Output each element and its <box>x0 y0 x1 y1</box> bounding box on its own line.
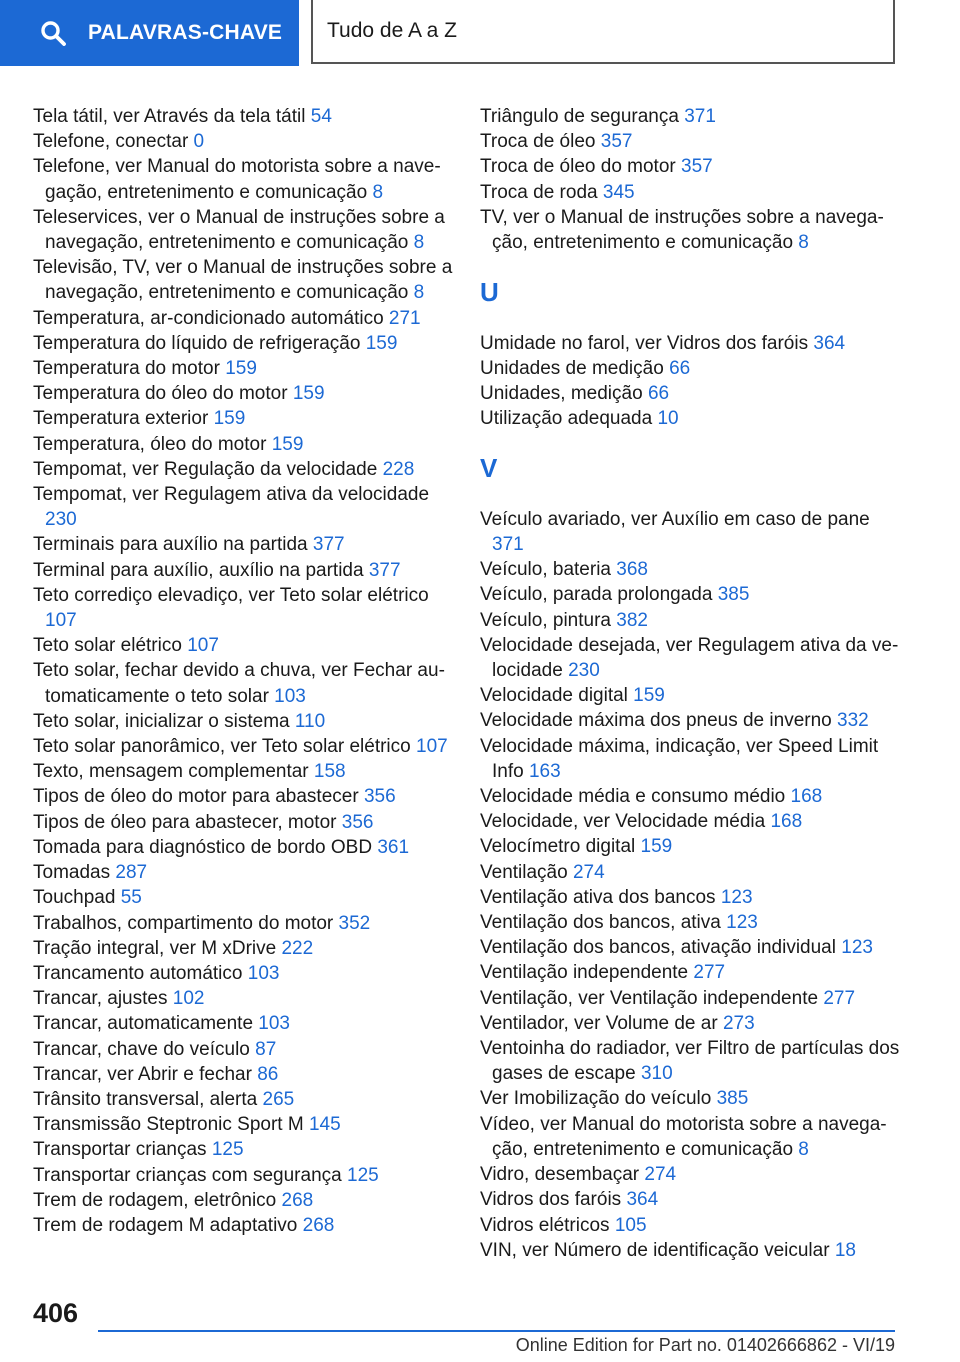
index-entry <box>480 683 900 708</box>
index-entry <box>480 104 900 129</box>
index-entry <box>33 860 453 885</box>
index-page-link[interactable]: 228 <box>382 458 415 480</box>
index-page-link[interactable]: 123 <box>720 886 753 908</box>
index-entry-text: Trânsito transversal, alerta <box>33 1088 258 1110</box>
index-entry-text: Temperatura, ar-condicionado automático <box>33 307 384 329</box>
index-entry <box>33 1087 453 1112</box>
index-entry-text: Ventilação dos bancos, ativa <box>480 912 721 934</box>
index-entry-text: Ventilação dos bancos, ativação individual <box>480 937 836 959</box>
index-page-link[interactable]: 18 <box>834 1239 856 1261</box>
index-entry <box>480 734 900 784</box>
index-page-link[interactable]: 382 <box>616 609 648 631</box>
index-entry-text: VIN, ver Número de identificação veicular <box>480 1239 830 1261</box>
index-page-link[interactable]: 287 <box>115 862 148 884</box>
index-page-link[interactable]: 123 <box>841 937 873 959</box>
index-page-link[interactable]: 54 <box>310 106 332 127</box>
index-entry <box>480 154 900 179</box>
index-page-link[interactable]: 168 <box>770 811 803 833</box>
index-entry-text: Trem de rodagem M adaptativo <box>33 1214 298 1236</box>
index-page-link[interactable]: 357 <box>600 131 633 153</box>
index-entry <box>33 406 453 431</box>
index-page-link[interactable]: 86 <box>257 1063 279 1085</box>
index-page-link[interactable]: 345 <box>602 181 635 203</box>
index-page-link[interactable]: 158 <box>313 761 346 783</box>
index-page-link[interactable]: 159 <box>213 408 246 430</box>
index-page-link[interactable]: 159 <box>640 836 673 858</box>
index-entry <box>33 1137 453 1162</box>
index-entry-text: Troca de óleo <box>480 131 596 153</box>
index-entry <box>480 809 900 834</box>
index-entry <box>480 1036 900 1086</box>
index-page-link[interactable]: 352 <box>338 912 371 934</box>
index-page-link[interactable]: 107 <box>187 635 219 657</box>
index-entry <box>480 910 900 935</box>
index-page-link[interactable]: 10 <box>657 408 679 430</box>
page-number: 406 <box>33 1298 79 1328</box>
index-page-link[interactable]: 168 <box>790 786 823 808</box>
index-entry <box>480 608 900 633</box>
index-page-link[interactable]: 159 <box>633 685 665 707</box>
index-entry-text: Transportar crianças <box>33 1139 207 1161</box>
index-entry-text: Veículo avariado, ver Auxílio em caso de pane <box>480 508 870 530</box>
index-page-link[interactable]: 103 <box>247 962 280 984</box>
index-entry-text: Tração integral, ver M xDrive <box>33 937 277 959</box>
index-entry-text: Transmissão Steptronic Sport M <box>33 1114 304 1136</box>
index-entry-text: Tempomat, ver Regulação da velocidade <box>33 458 378 480</box>
index-entry <box>33 154 453 204</box>
index-page-link[interactable]: 371 <box>684 106 716 127</box>
index-entry <box>480 860 900 885</box>
index-entry-text: Tomadas <box>33 862 111 884</box>
index-entry-text: Troca de roda <box>480 181 598 203</box>
index-page-link[interactable]: 8 <box>413 282 425 304</box>
index-page-link[interactable]: 66 <box>647 383 670 405</box>
index-page-link[interactable]: 159 <box>365 332 398 354</box>
index-column-left <box>33 104 453 1238</box>
index-entry <box>33 129 453 154</box>
index-entry <box>33 709 453 734</box>
index-page-link[interactable]: 368 <box>616 559 648 581</box>
index-page-link[interactable]: 8 <box>372 181 384 203</box>
index-entry-text: Ver Imobilização do veículo <box>480 1088 712 1110</box>
index-page-link[interactable]: 377 <box>312 534 345 556</box>
index-entry-text: Veículo, parada prolongada <box>480 584 713 606</box>
index-page-link[interactable]: 332 <box>837 710 869 732</box>
keywords-label: PALAVRAS-CHAVE <box>88 21 283 44</box>
index-entry-text: Tomada para diagnóstico de bordo OBD <box>33 836 373 858</box>
index-entry <box>480 1187 900 1212</box>
index-entry-text: Velocidade máxima, indicação, ver Speed Limit Info <box>480 735 879 782</box>
index-page-link[interactable]: 222 <box>281 937 314 959</box>
index-entry-text: Teto corrediço elevadiço, ver Teto solar elétrico <box>33 584 429 606</box>
index-page-link[interactable]: 163 <box>528 760 561 782</box>
index-entry <box>33 1213 453 1238</box>
index-entry <box>480 205 900 255</box>
index-entry-text: TV, ver o Manual de instruções sobre a navegação, entretenimento e comunicação <box>480 206 884 254</box>
index-entry-text: Trancar, ver Abrir e fechar <box>33 1063 252 1085</box>
index-entry <box>33 734 453 759</box>
index-entry-text: Teto solar panorâmico, ver Teto solar elétrico <box>33 736 411 758</box>
search-icon <box>40 20 66 46</box>
index-entry-text: Tela tátil, ver Através da tela tátil <box>33 106 306 127</box>
index-entry-text: Trancar, ajustes <box>33 988 168 1010</box>
index-page-link[interactable]: 145 <box>308 1114 341 1136</box>
index-entry <box>480 1162 900 1187</box>
index-entry-text: Ventoinha do radiador, ver Filtro de partículas dos gases de escape <box>480 1038 900 1085</box>
index-page-link[interactable]: 103 <box>274 685 306 707</box>
index-entry <box>33 633 453 658</box>
index-entry-text: Transportar crianças com segurança <box>33 1164 342 1186</box>
index-letter-heading: V <box>480 453 498 484</box>
index-entry-text: Trancamento automático <box>33 962 243 984</box>
index-entry <box>33 810 453 835</box>
a-to-z-label: Tudo de A a Z <box>327 19 457 42</box>
index-page-link[interactable]: 159 <box>225 358 257 380</box>
index-entry-text: Telefone, ver Manual do motorista sobre a navegação, entretenimento e comunicação <box>33 156 441 203</box>
index-page-link[interactable]: 356 <box>341 811 374 833</box>
index-entry-text: Televisão, TV, ver o Manual de instruções sobre a navegação, entretenimento e comunicação <box>33 257 453 304</box>
index-page-link[interactable]: 364 <box>626 1189 659 1211</box>
index-page-link[interactable]: 125 <box>347 1164 379 1186</box>
index-entry-text: Trancar, automaticamente <box>33 1013 254 1035</box>
index-entry <box>480 834 900 859</box>
index-page-link[interactable]: 8 <box>413 232 425 254</box>
index-entry-text: Veículo, pintura <box>480 609 611 631</box>
index-page-link[interactable]: 274 <box>572 861 605 883</box>
index-entry <box>33 961 453 986</box>
index-entry <box>480 331 900 356</box>
index-entry <box>33 583 453 633</box>
index-entry-text: Ventilação <box>480 861 568 883</box>
index-page-link[interactable]: 273 <box>722 1012 755 1034</box>
index-entry <box>480 1086 900 1111</box>
index-page-link[interactable]: 274 <box>644 1164 677 1186</box>
index-entry <box>480 633 900 683</box>
index-entry-text: Terminal para auxílio, auxílio na partida <box>33 559 364 581</box>
index-entry-text: Touchpad <box>33 887 116 909</box>
index-entry-text: Velocidade desejada, ver Regulagem ativa da velocidade <box>480 634 899 682</box>
index-page-link[interactable]: 356 <box>363 786 396 808</box>
index-entry-text: Velocidade digital <box>480 685 628 707</box>
a-to-z-tab[interactable] <box>311 0 895 64</box>
index-page-link[interactable]: 357 <box>681 156 713 178</box>
index-entry <box>33 885 453 910</box>
index-entry-text: Ventilação ativa dos bancos <box>480 886 716 908</box>
index-entry <box>33 255 453 305</box>
index-page-link[interactable]: 125 <box>211 1139 244 1161</box>
index-page-link[interactable]: 265 <box>262 1088 295 1110</box>
index-entry <box>33 1188 453 1213</box>
index-page-link[interactable]: 361 <box>377 836 410 858</box>
index-entry <box>33 432 453 457</box>
index-entry <box>480 356 900 381</box>
index-entry <box>480 960 900 985</box>
index-entry-text: Unidades de medição <box>480 357 664 379</box>
index-page-link[interactable]: 55 <box>120 887 142 909</box>
index-entry-text: Telefone, conectar <box>33 131 194 153</box>
index-entry <box>480 1213 900 1238</box>
index-entry-text: Veículo, bateria <box>480 559 611 581</box>
index-entry <box>480 935 900 960</box>
footer-divider <box>98 1330 895 1332</box>
index-page-link[interactable]: 159 <box>292 383 325 405</box>
index-entry-text: Teto solar, fechar devido a chuva, ver Fechar automaticamente o teto solar <box>33 660 445 707</box>
index-page-link[interactable]: 230 <box>568 660 600 682</box>
index-entry-text: Trancar, chave do veículo <box>33 1038 250 1060</box>
index-entry <box>33 482 453 532</box>
index-entry <box>33 104 453 129</box>
index-entry <box>480 784 900 809</box>
index-entry-text: Vidros dos faróis <box>480 1189 622 1211</box>
index-entry <box>480 180 900 205</box>
index-entry <box>480 885 900 910</box>
index-entry-text: Velocidade média e consumo médio <box>480 786 786 808</box>
index-page-link[interactable]: 310 <box>640 1063 673 1085</box>
index-entry <box>33 658 453 708</box>
index-entry-text: Temperatura exterior <box>33 408 209 430</box>
index-entry <box>480 582 900 607</box>
index-page-link[interactable]: 271 <box>388 307 421 329</box>
index-page-link[interactable]: 105 <box>614 1214 647 1236</box>
index-entry <box>33 306 453 331</box>
keywords-button[interactable] <box>0 0 299 66</box>
index-entry-text: Unidades, medição <box>480 383 643 405</box>
index-page-link[interactable]: 107 <box>416 736 448 758</box>
index-entry-text: Trem de rodagem, eletrônico <box>33 1189 277 1211</box>
index-entry <box>480 507 900 557</box>
index-entry <box>33 457 453 482</box>
index-entry-text: Velocidade, ver Velocidade média <box>480 811 766 833</box>
index-page-link[interactable]: 371 <box>492 534 524 556</box>
index-entry <box>480 381 900 406</box>
index-entry <box>33 759 453 784</box>
footer-edition: Online Edition for Part no. 01402666862 - VI/19 <box>515 1335 895 1355</box>
index-page-link[interactable]: 268 <box>281 1189 314 1211</box>
index-entry-text: Velocidade máxima dos pneus de inverno <box>480 710 832 732</box>
index-entry <box>480 1238 900 1263</box>
index-entry <box>33 381 453 406</box>
index-entry-text: Terminais para auxílio na partida <box>33 534 308 556</box>
index-entry-text: Triângulo de segurança <box>480 106 679 127</box>
index-entry-text: Temperatura do líquido de refrigeração <box>33 332 361 354</box>
index-entry <box>480 406 900 431</box>
index-entry-text: Velocímetro digital <box>480 836 636 858</box>
index-entry-text: Ventilação independente <box>480 962 689 984</box>
index-entry <box>33 835 453 860</box>
index-entry-text: Ventilador, ver Volume de ar <box>480 1012 718 1034</box>
index-page-link[interactable]: 123 <box>726 912 758 934</box>
index-entry-text: Trabalhos, compartimento do motor <box>33 912 334 934</box>
index-entry <box>33 1011 453 1036</box>
index-entry <box>33 356 453 381</box>
index-entry <box>33 331 453 356</box>
index-page-link[interactable]: 0 <box>193 131 205 153</box>
index-page-link[interactable]: 230 <box>45 509 77 531</box>
index-entry-text: Texto, mensagem complementar <box>33 761 309 783</box>
index-entry <box>33 205 453 255</box>
index-entry <box>33 532 453 557</box>
index-entry-text: Umidade no farol, ver Vidros dos faróis <box>480 332 809 354</box>
index-entry-text: Teleservices, ver o Manual de instruções sobre a navegação, entretenimento e comunicação <box>33 206 445 254</box>
index-entry-text: Teto solar elétrico <box>33 635 182 657</box>
index-page-link[interactable]: 364 <box>813 332 846 354</box>
index-entry <box>33 986 453 1011</box>
index-entry-text: Troca de óleo do motor <box>480 156 676 178</box>
index-page-link[interactable]: 8 <box>798 1138 809 1160</box>
index-entry <box>33 1062 453 1087</box>
index-entry <box>33 936 453 961</box>
index-column-right <box>480 104 900 1263</box>
index-entry-text: Vídeo, ver Manual do motorista sobre a navegação, entretenimento e comunicação <box>480 1113 887 1160</box>
index-page-link[interactable]: 103 <box>258 1013 290 1035</box>
index-entry <box>33 911 453 936</box>
index-page-link[interactable]: 277 <box>693 962 726 984</box>
index-entry <box>33 1037 453 1062</box>
index-letter-heading: U <box>480 277 499 308</box>
index-entry-text: Tipos de óleo do motor para abastecer <box>33 786 359 808</box>
index-page-link[interactable]: 107 <box>45 610 77 632</box>
index-entry <box>480 129 900 154</box>
index-page-link[interactable]: 102 <box>172 988 205 1010</box>
index-entry-text: Temperatura do motor <box>33 358 220 380</box>
index-page-link[interactable]: 385 <box>717 584 750 606</box>
index-entry <box>480 986 900 1011</box>
index-page-link[interactable]: 377 <box>368 559 401 581</box>
index-entry <box>33 1163 453 1188</box>
index-page-link[interactable]: 277 <box>823 987 856 1009</box>
index-entry <box>33 1112 453 1137</box>
index-entry-text: Tipos de óleo para abastecer, motor <box>33 811 337 833</box>
index-page-link[interactable]: 159 <box>271 433 304 455</box>
index-entry-text: Vidro, desembaçar <box>480 1164 640 1186</box>
index-entry-text: Vidros elétricos <box>480 1214 610 1236</box>
index-entry <box>480 1011 900 1036</box>
index-page-link[interactable]: 8 <box>798 232 809 254</box>
index-entry-text: Utilização adequada <box>480 408 653 430</box>
index-entry-text: Teto solar, inicializar o sistema <box>33 710 290 732</box>
index-entry-text: Temperatura do óleo do motor <box>33 383 288 405</box>
index-entry-text: Ventilação, ver Ventilação independente <box>480 987 819 1009</box>
index-entry <box>480 1112 900 1162</box>
top-bar <box>0 0 960 66</box>
index-page-link[interactable]: 87 <box>255 1038 277 1060</box>
index-page-link[interactable]: 110 <box>294 710 326 732</box>
index-entry <box>480 708 900 733</box>
index-entry-text: Tempomat, ver Regulagem ativa da velocidade <box>33 484 430 506</box>
index-page-link[interactable]: 66 <box>669 357 691 379</box>
index-entry <box>33 784 453 809</box>
index-entry <box>480 557 900 582</box>
index-entry <box>33 558 453 583</box>
index-page-link[interactable]: 385 <box>716 1088 749 1110</box>
index-page-link[interactable]: 268 <box>302 1214 335 1236</box>
index-entry-text: Temperatura, óleo do motor <box>33 433 267 455</box>
